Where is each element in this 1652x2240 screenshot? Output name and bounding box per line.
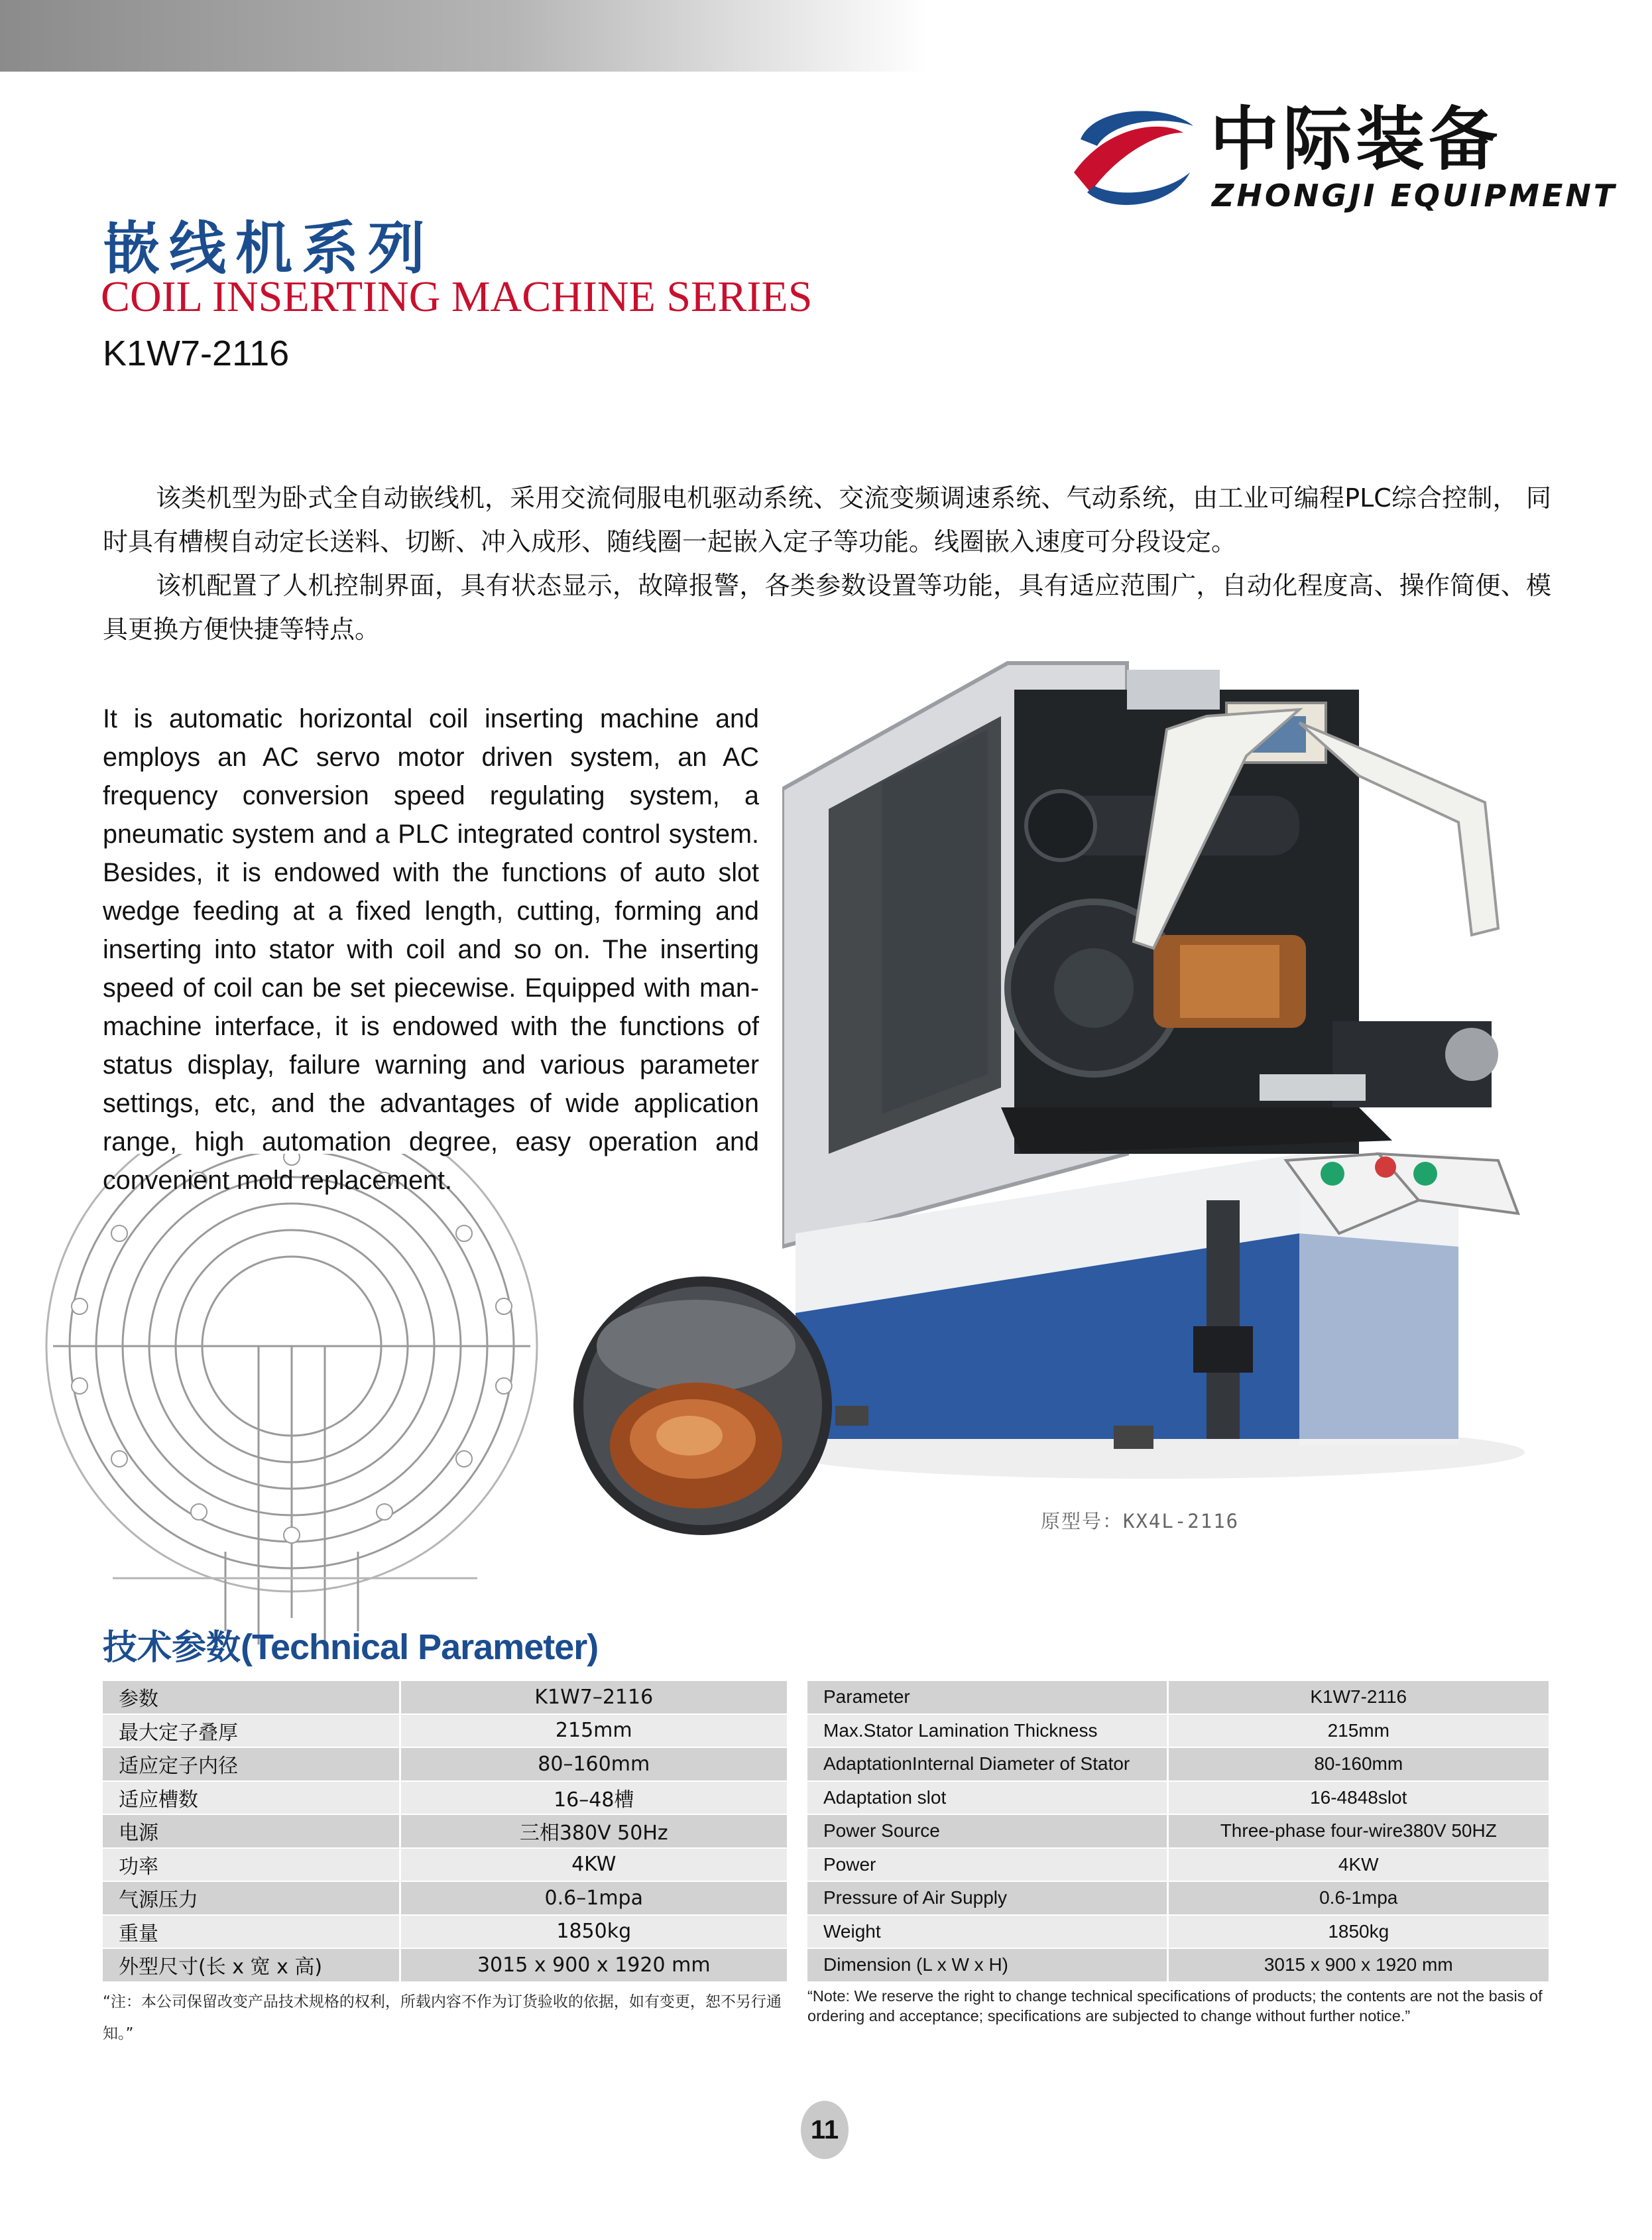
description-cn-paragraph-1: 该类机型为卧式全自动嵌线机，采用交流伺服电机驱动系统、交流变频调速系统、气动系统，由工业可编程PLC综合控制， 同时具有槽楔自动定长送料、切断、冲入成形、随线圈一起嵌入定子等功能。线圈嵌入速度可分段设定。 — [103, 483, 1551, 556]
table-row — [807, 1915, 1549, 1949]
table-row — [103, 1681, 787, 1714]
page-number: 11 — [801, 2101, 849, 2159]
spec-value: 16-4848slot — [1167, 1781, 1549, 1815]
spec-value: 4KW — [400, 1848, 787, 1882]
spec-value: 80–160mm — [400, 1747, 787, 1781]
photo-caption: 原型号：KX4L-2116 — [1041, 1510, 1240, 1532]
tech-heading-en: (Technical Parameter) — [241, 1627, 599, 1667]
spec-label: Adaptation slot — [807, 1781, 1167, 1815]
table-row — [103, 1948, 787, 1982]
machine-photo — [782, 650, 1551, 1479]
table-row — [807, 1747, 1549, 1781]
spec-value: K1W7–2116 — [400, 1681, 787, 1714]
brand-name-en: ZHONGJI EQUIPMENT — [1212, 178, 1618, 214]
disclaimer-note-en: “Note: We reserve the right to change technical specifications of products; the contents are not the basis of ordering and acceptance; specifications are subjected to change without further notice.” — [807, 1987, 1543, 2024]
spec-label: 电源 — [103, 1814, 400, 1848]
description-en-paragraph: It is automatic horizontal coil inserting machine and employs an AC servo motor driven system, an AC frequency conversion speed regulating system, a pneumatic system and a PLC integrated control system. Besides, it is endowed with the functions of auto slot wedge feeding at a fixed length, cutting, forming and inserting into stator with coil and so on. The inserting speed of coil can be set piecewise. Equipped with man-machine interface, it is endowed with the functions of status display, failure warning and various parameter settings, etc, and the advantages of wide application range, high automation degree, easy operation and convenient mold replacement. — [103, 704, 759, 1195]
brand-name-cn: 中际装备 — [1210, 99, 1502, 180]
table-row — [103, 1881, 787, 1915]
spec-label: AdaptationInternal Diameter of Stator — [807, 1747, 1167, 1781]
spec-label: Max.Stator Lamination Thickness — [807, 1714, 1167, 1748]
table-row — [103, 1747, 787, 1781]
model-number: K1W7-2116 — [103, 334, 290, 373]
table-row — [807, 1781, 1549, 1815]
spec-label: Pressure of Air Supply — [807, 1881, 1167, 1915]
spec-label: 最大定子叠厚 — [103, 1714, 400, 1748]
table-row — [103, 1714, 787, 1748]
spec-value: 16–48槽 — [400, 1781, 787, 1815]
spec-label: Weight — [807, 1915, 1167, 1949]
spec-table-en — [807, 1681, 1549, 1983]
disclaimer-note-cn: “注：本公司保留改变产品技术规格的权利，所载内容不作为订货验收的依据，如有变更，恕不另行通知。” — [103, 1993, 782, 2042]
table-row — [807, 1714, 1549, 1748]
spec-label: Parameter — [807, 1681, 1167, 1714]
spec-value: 3015 x 900 x 1920 mm — [400, 1948, 787, 1982]
table-row — [103, 1814, 787, 1848]
spec-value: K1W7-2116 — [1167, 1681, 1549, 1714]
spec-value: 4KW — [1167, 1848, 1549, 1882]
winding-schematic-diagram — [13, 1154, 597, 1664]
spec-label: 功率 — [103, 1848, 400, 1882]
spec-value: 三相380V 50Hz — [400, 1814, 787, 1848]
spec-value: Three-phase four-wire380V 50HZ — [1167, 1814, 1549, 1848]
tech-heading-cn: 技术参数 — [103, 1628, 241, 1668]
spec-value: 80-160mm — [1167, 1747, 1549, 1781]
spec-label: 外型尺寸(长 x 宽 x 高) — [103, 1948, 400, 1982]
description-cn-paragraph-2: 该机配置了人机控制界面，具有状态显示，故障报警，各类参数设置等功能，具有适应范围广，自动化程度高、操作简便、模具更换方便快捷等特点。 — [103, 571, 1551, 644]
stator-closeup-photo — [570, 1273, 835, 1538]
page-title-cn: 嵌线机系列 — [103, 215, 434, 282]
table-row — [807, 1948, 1549, 1982]
table-row — [807, 1881, 1549, 1915]
brand-logo — [1067, 99, 1618, 214]
table-row — [807, 1814, 1549, 1848]
spec-value: 1850kg — [400, 1915, 787, 1949]
spec-label: 参数 — [103, 1681, 400, 1714]
spec-value: 215mm — [1167, 1714, 1549, 1748]
spec-label: 适应定子内径 — [103, 1747, 400, 1781]
spec-value: 215mm — [400, 1714, 787, 1748]
page-title-en: COIL INSERTING MACHINE SERIES — [101, 273, 813, 321]
table-row — [103, 1915, 787, 1949]
table-row — [103, 1848, 787, 1882]
spec-value: 0.6-1mpa — [1167, 1881, 1549, 1915]
spec-label: Power Source — [807, 1814, 1167, 1848]
spec-label: Dimension (L x W x H) — [807, 1948, 1167, 1982]
spec-label: Power — [807, 1848, 1167, 1882]
table-row — [807, 1681, 1549, 1714]
table-row — [103, 1781, 787, 1815]
tech-parameter-heading — [103, 1619, 598, 1669]
spec-value: 3015 x 900 x 1920 mm — [1167, 1948, 1549, 1982]
spec-value: 1850kg — [1167, 1915, 1549, 1949]
spec-table-cn — [103, 1681, 787, 1983]
spec-label: 适应槽数 — [103, 1781, 400, 1815]
spec-label: 气源压力 — [103, 1881, 400, 1915]
table-row — [807, 1848, 1549, 1882]
spec-value: 0.6–1mpa — [400, 1881, 787, 1915]
brand-emblem-icon — [1067, 99, 1200, 212]
spec-label: 重量 — [103, 1915, 400, 1949]
top-gradient-bar — [0, 0, 928, 72]
